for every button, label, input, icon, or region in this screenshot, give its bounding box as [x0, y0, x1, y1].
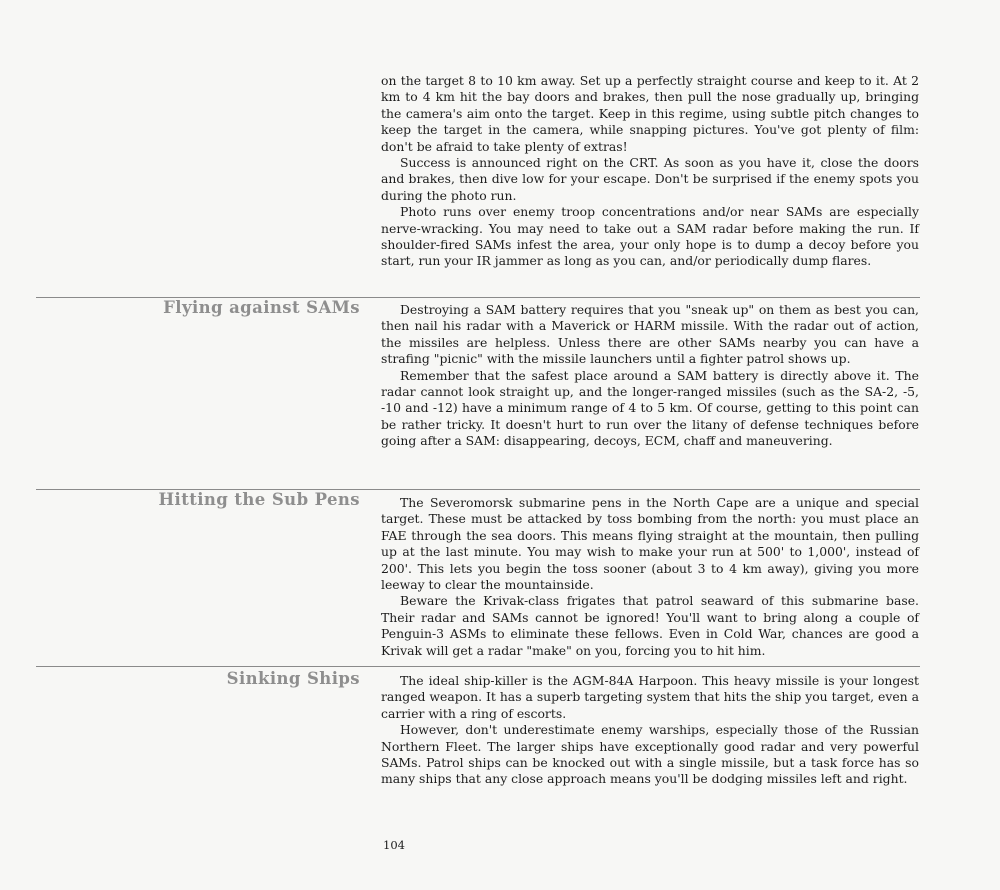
- intro-text-block: [381, 73, 919, 270]
- page-number: 104: [383, 838, 405, 852]
- section-body-flying-against-sams: [381, 302, 919, 450]
- section-heading-flying-against-sams: Flying against SAMs: [163, 298, 360, 317]
- section-body-sinking-ships: [381, 673, 919, 788]
- section-paragraph: Beware the Krivak-class frigates that patrol seaward of this submarine base. Their radar and SAMs cannot be ignored! You'll want to bring along a couple of Penguin-3 ASMs to eliminate these fellows. Even in Cold War, chances are good a Krivak will get a radar "make" on you, forcing you to hit him.: [381, 593, 919, 658]
- section-body-hitting-the-sub-pens: [381, 495, 919, 659]
- section-paragraph: However, don't underestimate enemy warships, especially those of the Russian Northern Fleet. The larger ships have exceptionally good radar and very powerful SAMs. Patrol ships can be knocked out with a single missile, but a task force has so many ships that any close approach means you'll be dodging missiles left and right.: [381, 722, 919, 787]
- section-paragraph: Destroying a SAM battery requires that you "sneak up" on them as best you can, then nail his radar with a Maverick or HARM missile. With the radar out of action, the missiles are helpless. Unless there are other SAMs nearby you can have a strafing "picnic" with the missile launchers until a fighter patrol shows up.: [381, 302, 919, 367]
- section-paragraph: The Severomorsk submarine pens in the North Cape are a unique and special target. These must be attacked by toss bombing from the north: you must place an FAE through the sea doors. This means flying straight at the mountain, then pulling up at the last minute. You may wish to make your run at 500' to 1,000', instead of 200'. This lets you begin the toss sooner (about 3 to 4 km away), giving you more leeway to clear the mountainside.: [381, 495, 919, 593]
- section-paragraph: Remember that the safest place around a SAM battery is directly above it. The radar cannot look straight up, and the longer-ranged missiles (such as the SA-2, -5, -10 and -12) have a minimum range of 4 to 5 km. Of course, getting to this point can be rather tricky. It doesn't hurt to run over the litany of defense techniques before going after a SAM: disappearing, decoys, ECM, chaff and maneuvering.: [381, 367, 919, 449]
- intro-paragraph: on the target 8 to 10 km away. Set up a perfectly straight course and keep to it. At 2 km to 4 km hit the bay doors and brakes, then pull the nose gradually up, bringing the camera's aim onto the target. Keep in this regime, using subtle pitch changes to keep the target in the camera, while snapping pictures. You've got plenty of film: don't be afraid to take plenty of extras!: [381, 73, 919, 154]
- section-heading-sinking-ships: Sinking Ships: [226, 669, 360, 688]
- section-heading-hitting-the-sub-pens: Hitting the Sub Pens: [158, 490, 360, 509]
- intro-paragraph: Photo runs over enemy troop concentrations and/or near SAMs are especially nerve-wracking. You may need to take out a SAM radar before making the run. If shoulder-fired SAMs infest the area, your only hope is to dump a decoy before you start, run your IR jammer as long as you can, and/or periodically dump flares.: [381, 204, 919, 269]
- intro-paragraph: Success is announced right on the CRT. As soon as you have it, close the doors and brakes, then dive low for your escape. Don't be surprised if the enemy spots you during the photo run.: [381, 155, 919, 203]
- section-paragraph: The ideal ship-killer is the AGM-84A Harpoon. This heavy missile is your longest ranged weapon. It has a superb targeting system that hits the ship you target, even a carrier with a ring of escorts.: [381, 673, 919, 721]
- section-divider: [36, 666, 920, 667]
